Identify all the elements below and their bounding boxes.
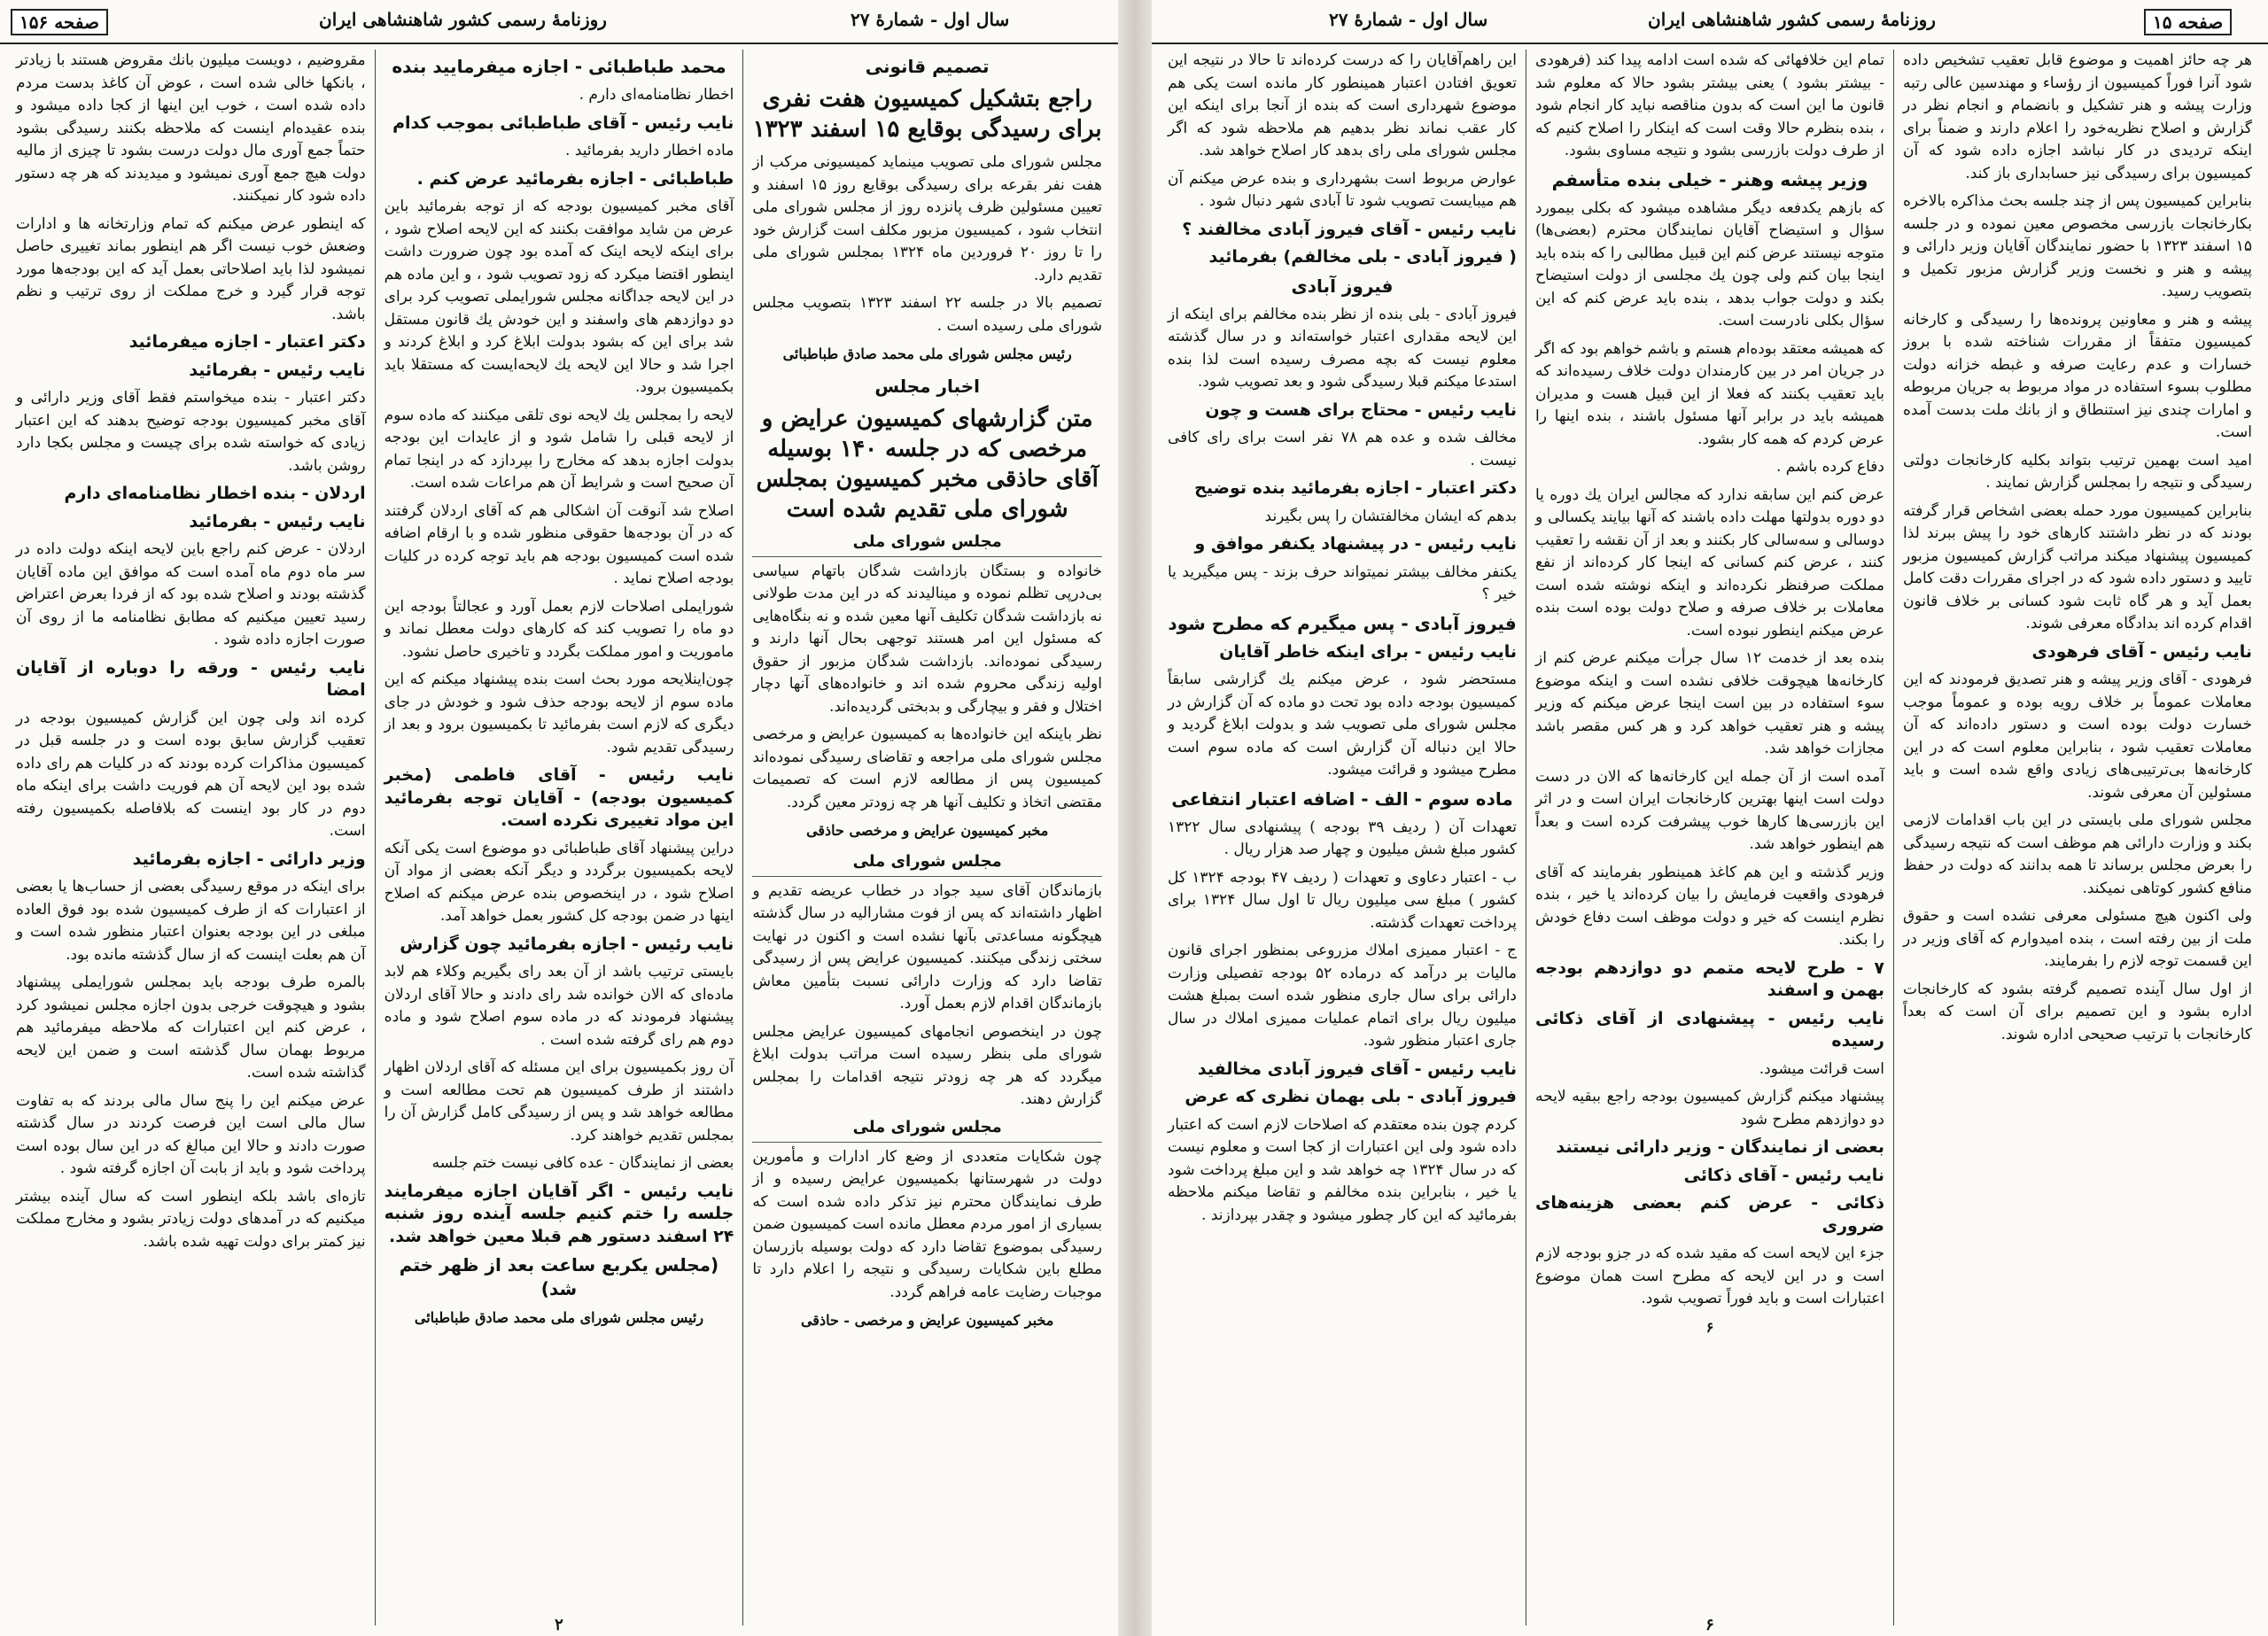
article-para: اخطار نظامنامه‌ای دارم . — [579, 86, 734, 104]
article-heading: ماده سوم - الف - اضافه اعتبار انتفاعی — [1171, 787, 1513, 810]
article-heading: وزیر پیشه وهنر - خیلی بنده متأسفم — [1551, 168, 1868, 190]
article-para: تمام این خلافهائی که شده است ادامه پیدا کند (فرهودی - بیشتر بشود ) یعنی بیشتر بشود حالا که معلوم شد قانون ما این است که بدون مناقصه نباید کار انجام شود ، بنده بنظرم حالا وقت است که اینکار را اصلاح کنیم که از طرف دولت بازرسی بشود و نتیجه مساوی بشود. — [1535, 51, 1884, 159]
article-para: بازماندگان آقای سید جواد در خطاب عریضه تقدیم و اظهار داشته‌اند که پس از فوت مشارالیه در سال گذشته هیچگونه مساعدتی بآنها نشده است و اکنون در نهایت سختی زندگی میکنند. کمیسیون عرایض پس از رسیدگی تقاضا دارد که وزارت دارائی نسبت بتأمین معاش بازماندگان اقدام لازم بعمل آورد. — [752, 881, 1102, 1012]
article-para: جزء این لایحه است که مقید شده که در جزو بودجه لازم است و در این لایحه که مطرح است همان موضوع اعتبارات است و باید فوراً تصویب شود. — [1535, 1244, 1884, 1307]
article-para: بدهم که ایشان مخالفتشان را پس بگیرند — [1264, 507, 1517, 525]
right-paper-title: روزنامهٔ رسمی کشور شاهنشاهی ایران — [1648, 9, 1936, 30]
article-speaker: نایب رئیس - ورقه را دوباره از آقایان امضا — [15, 657, 366, 700]
article-speaker: نایب رئیس - آقای ذکائی — [1683, 1165, 1884, 1185]
left-paper-title: روزنامهٔ رسمی کشور شاهنشاهی ایران — [319, 9, 607, 30]
article-para: از اول سال آینده تصمیم گرفته بشود که کارخانجات اداره بشود و این تصمیم برای آن است که بعداً کارخانجات با ترتیب صحیحی اداره شوند. — [1903, 980, 2252, 1043]
article-para: هر چه حائز اهمیت و موضوع قابل تعقیب تشخیص داده شود آنرا فوراً کمیسیون از رؤساء و مهندسین عالی رتبه وزارت پیشه و هنر تشکیل و بانضمام و انجام نظر در گزارش و اصلاح نظریه‌خود را اعلام دارند و ضمناً برای اینکه تردیدی در کار نباشد اجازه داده شود که آن کمیسیون برای رسیدگی نیز حسابداری باز کند. — [1903, 51, 2252, 182]
article-para: بنابراین کمیسیون مورد حمله بعضی اشخاص قرار گرفته بودند که در نظر داشتند کارهای خود را پیش ببرند لذا کمیسیون پیشنهاد میکند مراتب گزارش کمیسیون مزبور تایید و دستور داده شود که در اجرای مقررات دقت کامل بعمل آید و هر گاه ثابت شود کسانی بر خلاف قانون اقدام کرده اند بدادگاه معرفی شوند. — [1903, 501, 2252, 632]
left-newspaper-page — [0, 0, 1118, 1636]
article-para: عرض میکنم این را پنج سال مالی بردند که به تفاوت سال مالی است این فرصت کردند در سال گذشته صورت دادند و حالا این مبالغ که در این سال بوده است پرداخت شود و باید از بابت آن اجازه گرفته شود . — [15, 1091, 366, 1177]
right-page-header — [1152, 0, 2268, 44]
article-speaker: ( فیروز آبادی - بلی مخالفم) بفرمائید — [1208, 247, 1517, 267]
article-subheading: مجلس شورای ملی — [752, 531, 1102, 557]
right-column-3 — [1159, 50, 1526, 1625]
article-speaker: ۷ - طرح لایحه متمم دو دوازدهم بودجه بهمن و اسفند — [1535, 958, 1884, 1000]
article-para: تصمیم بالا در جلسه ۲۲ اسفند ۱۳۲۳ بتصویب مجلس شورای ملی رسیده است . — [752, 294, 1102, 335]
article-signature: مخبر کمیسیون عرایض و مرخصی حاذقی — [806, 822, 1049, 839]
article-para: فیروز آبادی - بلی بنده از نظر بنده مخالفم برای اینکه از این لایحه مقداری اعتبار خواسته‌اند و در سال گذشته معلوم نیست که بچه مصرف رسیده است لذا بنده استدعا میکنم قبلا رسیدگی شود و بعد تصویب شود. — [1168, 305, 1517, 391]
article-para: ولی اکنون هیچ مسئولی معرفی نشده است و حقوق ملت از بین رفته است ، بنده امیدوارم که آقای وزیر در این قسمت توجه لازم را بفرمایند. — [1903, 907, 2252, 970]
article-para: مجلس شورای ملی تصویب مینماید کمیسیونی مرکب از هفت نفر بقرعه برای رسیدگی بوقایع روز ۱۵ اسفند و تعیین مسئولین ظرف پانزده روز از مجلس شورای ملی انتخاب شود ، کمیسیون مزبور مکلف است گزارش خود را تا روز ۲۰ فروردین ماه ۱۳۲۴ بمجلس شورای ملی تقدیم دارد. — [752, 153, 1103, 284]
article-para: لایحه را بمجلس یك لایحه نوی تلقی میکنند که ماده سوم از لایحه قبلی را شامل شود و از عایدات این بودجه بدولت اجازه بدهد که مخارج را بپردازد که در اینجا تمام آن صحیح است و شرایط آن هم مراعات شده است. — [384, 406, 734, 492]
article-speaker: ذکائی - عرض کنم بعضی هزینه‌های ضروری — [1535, 1193, 1884, 1236]
article-speaker: نایب رئیس - آقای فرهودی — [2031, 641, 2252, 662]
right-column-2 — [1526, 50, 1893, 1625]
article-para: مقروضیم ، دویست میلیون بانك مقروض هستند با زیادتر ، بانکها خالی شده است ، عوض آن کاغذ بدست مردم داده شده است ، خوب این اینها از کجا داده میشود و بنده عقیده‌ام اینست که ملاحظه بکنند رسیدگی بشود حتماً جمع آوری مال دولت درست بشود تا چیزی از مالیه دولت هیچ جمع آوری نمیشود و میدیدند که هر چه دستور داده شود کار نمیکنند. — [15, 51, 366, 205]
article-speaker: نایب رئیس - در پیشنهاد یکنفر موافق و — [1194, 534, 1517, 554]
article-speaker: نایب رئیس - محتاج برای هست و چون — [1205, 399, 1517, 420]
left-page-number: صفحه ۱۵۶ — [11, 9, 108, 35]
article-heading: اخبار مجلس — [874, 375, 980, 397]
article-para: که اینطور عرض میکنم که تمام وزارتخانه ها و ادارات وضعش خوب نیست اگر هم اینطور بماند تغییری حاصل نمیشود لذا باید اصلاحاتی بعمل آید که این بودجه‌ها مورد توجه قرار گیرد و خرج مملکت از روی ترتیب و نظم باشد. — [15, 214, 366, 323]
article-para: ج - اعتبار ممیزی املاك مزروعی بمنظور اجرای قانون مالیات بر درآمد که درماده ۵۲ بودجه تفصیلی وزارت دارائی برای سال جاری منظور شده است بمبلغ هشت میلیون ریال برای اتمام عملیات ممیزی املاك در سال جاری اعتبار منظور شود. — [1168, 942, 1517, 1050]
article-speaker: نایب رئیس - آقای فیروز آبادی مخالفند ؟ — [1182, 219, 1517, 239]
article-para: پیشه و هنر و معاونین پرونده‌ها را رسیدگی و کارخانه کمیسیون متفقاً از مقررات شناخته شده با بروز خسارات و عدم رعایت صرفه و غبطه خزانه دولت مطلوب بسوء استفاده در مواد مربوط به جریان مربوطه و امارات چندی نیز استنطاق و از بانك ملت بدست آمده است. — [1903, 310, 2252, 441]
article-subheading: مجلس شورای ملی — [752, 1117, 1102, 1143]
article-speaker: دکتر اعتبار - اجازه بفرمائید بنده توضیح — [1194, 478, 1517, 498]
article-speaker: دکتر اعتبار - اجازه میفرمائید — [128, 332, 366, 352]
article-speaker: نایب رئیس - برای اینکه خاطر آقایان — [1219, 641, 1517, 662]
article-para: دراین پیشنهاد آقای طباطبائی دو موضوع است یکی آنکه لایحه بکمیسیون برگردد و دیگر آنکه بعضی از مواد آن اصلاح شود ، در اینخصوص بنده عرض میکنم که اصلاح اینها در ضمن بودجه کل کشور بعمل خواهد آمد. — [384, 839, 734, 925]
article-para: بنابراین کمیسیون پس از چند جلسه بحث مذاکره بالاخره بکارخانجات بازرسی مخصوص معین نموده و در جلسه ۱۵ اسفند ۱۳۲۳ با حضور نمایندگان آقایان وزیر دارائی و پیشه و هنر و نخست وزیر گزارش مزبور تکمیل و بتصویب رسید. — [1903, 192, 2252, 300]
article-para: بایستی ترتیب باشد از آن بعد رای بگیریم وکلاء هم لابد ماده‌ای که الان خوانده شد رای دادند و حالا آقای اردلان پیشنهاد فرمودند که در ماده سوم اصلاح شود و ماده دوم هم رای گرفته شده است . — [384, 963, 734, 1049]
article-para: چون در اینخصوص انجامهای کمیسیون عرایض مجلس شورای ملی بنظر رسیده است مراتب بدولت ابلاغ میگردد که هر چه زودتر نتیجه اقدامات را بمجلس گزارش دهند. — [752, 1022, 1102, 1108]
article-speaker: نایب رئیس - اگر آقایان اجازه میفرمایند جلسه را ختم کنیم جلسه آینده روز شنبه ۲۴ اسفند دستور هم قبلا معین خواهد شد. — [384, 1181, 734, 1246]
article-para: تعهدات آن ( ردیف ۳۹ بودجه ) پیشنهادی سال ۱۳۲۲ کشور مبلغ شش میلیون و چهار صد هزار ریال . — [1168, 818, 1518, 858]
article-para: آمده است از آن جمله این کارخانه‌ها که الان در دست دولت است اینها بهترین کارخانجات ایران است و در اثر این بازرسی‌ها کارها خوب پیشرفت کرده است و بعداً هم اینطور خواهد شد. — [1535, 767, 1884, 853]
article-para: بالمره طرف بودجه باید بمجلس شورایملی پیشنهاد بشود و هیچوقت خرجی بدون اجازه مجلس نمیشود کرد ، عرض کنم این اعتبارات که ملاحظه میفرمائید هم مربوط بهمان سال گذشته است و ضمن این لایحه گذاشته شده است. — [15, 973, 366, 1082]
article-para: است قرائت میشود. — [1759, 1059, 1884, 1078]
article-speaker: وزیر دارائی - اجازه بفرمائید — [132, 849, 366, 869]
article-para: دفاع کرده باشم . — [1775, 458, 1884, 476]
article-para: بنده بعد از خدمت ۱۲ سال جرأت میکنم عرض کنم از کارخانه‌ها هیچوقت خلافی نشده است و اینکه موضوع سوء استفاده در بین است اینجا عرض میکنم که وزیر پیشه و هنر تعقیب خواهد کرد و هر کس مقصر باشد مجازات خواهد شد. — [1535, 649, 1884, 757]
article-para: نظر باینکه این خانواده‌ها به کمیسیون عرایض و مرخصی مجلس شورای ملی مراجعه و تقاضای رسیدگی نموده‌اند کمیسیون پس از مطالعه لازم است که تصمیمات مقتضی اتخاذ و تکلیف آنها هر چه زودتر معین گردد. — [752, 725, 1102, 811]
article-para: عرض کنم این سابقه ندارد که مجالس ایران یك دوره یا دو دوره بدولتها مهلت داده باشند که آنها بیایند یکسالی و دوسالی و سه‌سالی کار بکنند و بعد از آن نقشه را تعقیب کنند ، عرض کنم کسانی که اینجا کار کرده‌اند از نفع مملکت صرفنظر نکرده‌اند و اینکه نوشته شده است معاملات بر خلاف صرفه و صلاح دولت بوده است بنده عرض میکنم اینطور نبوده است. — [1535, 485, 1884, 640]
article-para: ماده اخطار دارید بفرمائید . — [565, 142, 734, 159]
article-signature: رئیس مجلس شورای ملی محمد صادق طباطبائی — [414, 1309, 704, 1326]
article-para: که همیشه معتقد بوده‌ام هستم و باشم خواهم بود که اگر در جریان امر در بین کارمندان دولت خلاف رسیده‌اند که باید تعقیب بکنند که فعلا از این قبیل هست و مدیران همیشه باید در برابر آنها مسئول باشند ، بنده اینها را عرض کردم که همه کار بشود. — [1535, 339, 1884, 448]
article-para: اصلاح شد آنوقت آن اشکالی هم که آقای اردلان گرفتند که در آن بودجه‌ها حقوقی منظور شده و با ارقام اضافه شده است کمیسیون بودجه هم باید توجه کرده در کلیات بودجه اصلاح نماید . — [384, 501, 734, 587]
left-columns — [7, 50, 1111, 1625]
article-para: چون‌اینلایحه مورد بحث است بنده پیشنهاد میکنم که این ماده سوم از لایحه بودجه حذف شود و خودش در جای دیگری که لازم است بفرمائید تا بکمیسیون برود و بعد از رسیدگی تقدیم شود. — [384, 671, 734, 756]
article-para: این راهم‌آقایان را که درست کرده‌اند تا حالا در نتیجه این تعویق افتادن اعتبار همینطور کار مانده است یکی هم موضوع شهرداری است که بنده از آنجا برای اینکه این کار عقب نماند نظر بدهیم هم ملاحظه شود که اگر مجلس شورای ملی رای بدهد کار اصلاح خواهد شد. — [1168, 51, 1517, 159]
article-speaker: طباطبائی - اجازه بفرمائید عرض کنم . — [416, 168, 734, 189]
article-para: پیشنهاد میکنم گزارش کمیسیون بودجه راجع ببقیه لایحه دو دوازدهم مطرح شود — [1535, 1088, 1884, 1128]
article-speaker: نایب رئیس - بفرمائید — [189, 360, 366, 380]
article-para: اردلان - عرض کنم راجع باین لایحه اینکه دولت داده در سر ماه دوم ماه آمده است که موافق این ماده آقایان گذشته بودند و اصلاح شده بود که از فردا بعرض اعتراض رسید تعیین میکنیم که مطابق نظامنامه ما از روی آن صورت اجازه داده شود . — [15, 540, 366, 648]
article-speaker: نایب رئیس - آقای فاطمی (مخبر کمیسیون بودجه) - آقایان توجه بفرمائید این مواد تغییری نکرده است. — [384, 765, 734, 830]
article-para: مستحضر شود ، عرض میکنم یك گزارشی سابقاً کمیسیون بودجه داده بود تحت دو ماده که آن گزارش در مجلس شورای ملی تصویب شد و بدولت ابلاغ گردید و حالا این دنباله آن گزارش است که ماده سوم است مطرح میشود و قرائت میشود. — [1168, 671, 1517, 779]
article-para: شورایملی اصلاحات لازم بعمل آورد و عجالتاً بودجه این دو ماه را تصویب کند که کارهای دولت معطل نماند و ماموریت و امور مملکت بگردد و تاخیری حاصل نشود. — [384, 597, 734, 661]
article-heading: (مجلس یکربع ساعت بعد از ظهر ختم شد) — [399, 1254, 719, 1299]
article-para: ب - اعتبار دعاوی و تعهدات ( ردیف ۴۷ بودجه ۱۳۲۴ کل کشور ) مبلغ سی میلیون ریال تا اول سال ۱۳۲۴ برای پرداخت تعهدات گذشته. — [1168, 868, 1518, 932]
article-para: مخالف شده و عده هم ۷۸ نفر است برای رای کافی نیست . — [1168, 429, 1518, 469]
article-para: کردم چون بنده معتقدم که اصلاحات لازم است که اعتبار داده شود ولی این اعتبارات از کجا است و معلوم نیست که در سال ۱۳۲۴ چه خواهد شد و این مبلغ پرداخت شود یا خیر ، بنابراین بنده مخالفم و تقاضا میکنم ملاحظه بفرمائید که این کار چطور میشود و چقدر بپردازند . — [1168, 1115, 1517, 1224]
article-para: وزیر گذشته و این هم کاغذ همینطور بفرمایند که آقای فرهودی واقعیت فرمایش را بیان کرده‌اند یا خیر ، بنده نظرم اینست که خیر و دولت موظف است دفاع خودش را بکند. — [1535, 863, 1884, 949]
article-title: متن گزارشهای کمیسیون عرایض و مرخصی که در جلسه ۱۴۰ بوسیله آقای حاذقی مخبر کمیسیون بمجلس شورای ملی تقدیم شده است — [756, 405, 1099, 523]
article-speaker: اردلان - بنده اخطار نظامنامه‌ای دارم — [64, 484, 366, 503]
article-para: تازه‌ای باشد بلکه اینطور است که سال آینده بیشتر میکنیم که در آمدهای دولت زیادتر بشود و مخارج مملکت نیز کمتر برای دولت تهیه شده باشد. — [15, 1187, 366, 1251]
left-column-1 — [742, 50, 1111, 1625]
article-speaker: نایب رئیس - پیشنهادی از آقای ذکائی رسیده — [1535, 1008, 1884, 1051]
right-page-number: صفحه ۱۵ — [2144, 9, 2232, 35]
right-issue-number: سال اول - شمارهٔ ۲۷ — [1329, 9, 1488, 30]
article-heading: تصمیم قانونی — [865, 56, 990, 77]
article-para: چون شکایات متعددی از وضع کار ادارات و مأمورین دولت در شهرستانها بکمیسیون عرایض رسیده و از طرف نمایندگان محترم نیز تذکر داده شده است که بسیاری از امور مردم معطل مانده است کمیسیون ضمن رسیدگی بموضوع تقاضا دارد که دولت بوسیله بازرسان مطلع باین شکایات رسیدگی و نتیجه را اعلام دارد تا موجبات رضایت عامه فراهم گردد. — [752, 1147, 1102, 1301]
article-speaker: نایب رئیس - اجازه بفرمائید چون گزارش — [400, 934, 734, 954]
article-speaker: نایب رئیس - آقای طباطبائی بموجب کدام — [392, 112, 734, 133]
article-para: مجلس شورای ملی بایستی در این باب اقدامات لازمی بکند و وزارت دارائی هم موظف است که نتیجه رسیدگی را بعرض مجلس برساند تا همه بدانند که دولت در حفظ منافع کشور کوتاهی نمیکند. — [1903, 811, 2252, 897]
article-para: بعضی از نمایندگان - عده کافی نیست ختم جلسه — [431, 1154, 734, 1172]
article-para: امید است بهمین ترتیب بتواند بکلیه کارخانجات دولتی رسیدگی و نتیجه را بمجلس گزارش نمایند . — [1903, 451, 2252, 492]
article-speaker: فیروز آبادی - بلی بهمان نظری که عرض — [1184, 1087, 1517, 1106]
article-heading: فیروز آبادی — [1291, 275, 1394, 297]
book-gutter — [1118, 0, 1152, 1636]
article-title: راجع بتشکیل کمیسیون هفت نفری برای رسیدگی بوقایع ۱۵ اسفند ۱۳۲۳ — [752, 86, 1102, 143]
article-signature: ۶ — [1705, 1318, 1714, 1336]
article-signature: رئیس مجلس شورای ملی محمد صادق طباطبائی — [782, 345, 1072, 362]
left-page-footer: ۲ — [555, 1616, 563, 1634]
article-para: آن روز بکمیسیون برای این مسئله که آقای اردلان اظهار داشتند از طرف کمیسیون هم تحت مطالعه است و مطالعه خواهد شد و پس از رسیدگی کامل گزارش آن را بمجلس تقدیم خواهند کرد. — [384, 1058, 734, 1144]
right-columns — [1159, 50, 2261, 1625]
left-column-2 — [375, 50, 743, 1625]
article-subheading: مجلس شورای ملی — [752, 851, 1102, 877]
left-column-3 — [7, 50, 375, 1625]
left-issue-number: سال اول - شمارهٔ ۲۷ — [850, 9, 1010, 30]
article-signature: مخبر کمیسیون عرایض و مرخصی - حاذقی — [800, 1312, 1054, 1329]
right-page-footer: ۶ — [1705, 1616, 1714, 1634]
article-para: آقای مخبر کمیسیون بودجه که از توجه بفرمائید باین عرض من شاید موافقت بکنند که این لایحه اصلاح شود ، برای اینکه لایحه اینک که آمده بود چون ضرورت داشت اینطور اقتضا میکرد که زود تصویب شود ، و این ماده هم در این لایحه جداگانه مجلس شورایملی تصویب کرد برای دو دوازدهم هاى واسفند و این خودش یك قانون مستقل شد برای این که بشود بدولت ابلاغ کرد و ابلاغ کردند و اجرا شد و حالا این لایحه یك لایحه‌ایست که مستقلا باید بکمیسیون برود. — [384, 198, 734, 396]
article-para: که بازهم یکدفعه دیگر مشاهده میشود که بکلی بیمورد سؤال و استیضاح آقایان نمایندگان محترم (بعضی‌ها) متوجه نیستند عرض کنم این قبیل مطالبی را که بنده باید اینجا بیان کنم ولی چون یك مجلسی از دولت استیضاح بکند و دولت جواب بدهد ، بنده باید عرض کنم که این سؤال بکلی نادرست است. — [1535, 198, 1884, 330]
left-page-header — [0, 0, 1118, 44]
right-newspaper-page — [1152, 0, 2268, 1636]
article-para: کرده اند ولی چون این گزارش کمیسیون بودجه در تعقیب گزارش سابق بوده است و در جلسه قبل در کمیسیون مذاکرات کرده بودند که در کلیات هم رای داده شده بود این لایحه آن هم فوریت داشت برای اینکه ماه دوم در کار بود اینست که بلافاصله بکمیسیون رفته است. — [15, 709, 366, 840]
right-column-1 — [1893, 50, 2261, 1625]
article-speaker: بعضی از نمایندگان - وزیر دارائی نیستند — [1556, 1137, 1884, 1157]
article-para: یکنفر مخالف بیشتر نمیتواند حرف بزند - پس میگیرید یا خیر ؟ — [1168, 562, 1517, 603]
article-para: فرهودی - آقای وزیر پیشه و هنر تصدیق فرمودند که این معاملات عموماً بر خلاف رویه بوده و عموماً موجب خسارت دولت بوده است و دستور داده‌اند که آن معاملات تعقیب شود ، بنابراین معلوم است که در این کارخانه‌ها بی‌ترتیبی‌های زیادی واقع شده است و باید مسئولین آن معرفی شوند. — [1903, 671, 2252, 802]
article-speaker: نایب رئیس - بفرمائید — [189, 511, 366, 531]
article-heading: فیروز آبادی - پس میگیرم که مطرح شود — [1168, 612, 1517, 634]
article-para: دکتر اعتبار - بنده میخواستم فقط آقای وزیر دارائی و آقای مخبر کمیسیون بودجه توضیح بدهند که این اعتبار زیادی که خواسته شده برای چیست و مجلس بکجا دارد روشن باشد. — [15, 389, 366, 475]
article-heading: محمد طباطبائی - اجازه میفرمایید بنده — [392, 56, 726, 77]
article-para: برای اینکه در موقع رسیدگی بعضی از حساب‌ها یا بعضی از اعتبارات که از طرف کمیسیون شده بود فوق العاده مبلغی در این بودجه بعنوان اعتبار منظور شده است و آن هم بعلت اینست که از سال گذشته مانده بود. — [15, 878, 366, 964]
article-para: عوارض مربوط است بشهرداری و بنده عرض میکنم آن هم میبایست تصویب شود تا آبادی شهر دنبال شود . — [1168, 169, 1517, 210]
article-para: خانواده و بستگان بازداشت شدگان باتهام سیاسی بی‌درپی تظلم نموده و مینالیدند که در این مدت طولانی نه بازداشت شدگان تکلیف آنها معین شده و نه بنگاه‌هایی که مسئول این امر هستند توجهی بحال آنها دارند و رسیدگی نموده‌اند. بازداشت شدگان مزبور از حقوق اولیه زندگی محروم شده اند و خانواده‌های آنها دچار اختلال و فقر و بیچارگی و بدبختی گردیده‌اند. — [752, 562, 1102, 716]
article-speaker: نایب رئیس - آقای فیروز آبادی مخالفید — [1197, 1058, 1517, 1079]
